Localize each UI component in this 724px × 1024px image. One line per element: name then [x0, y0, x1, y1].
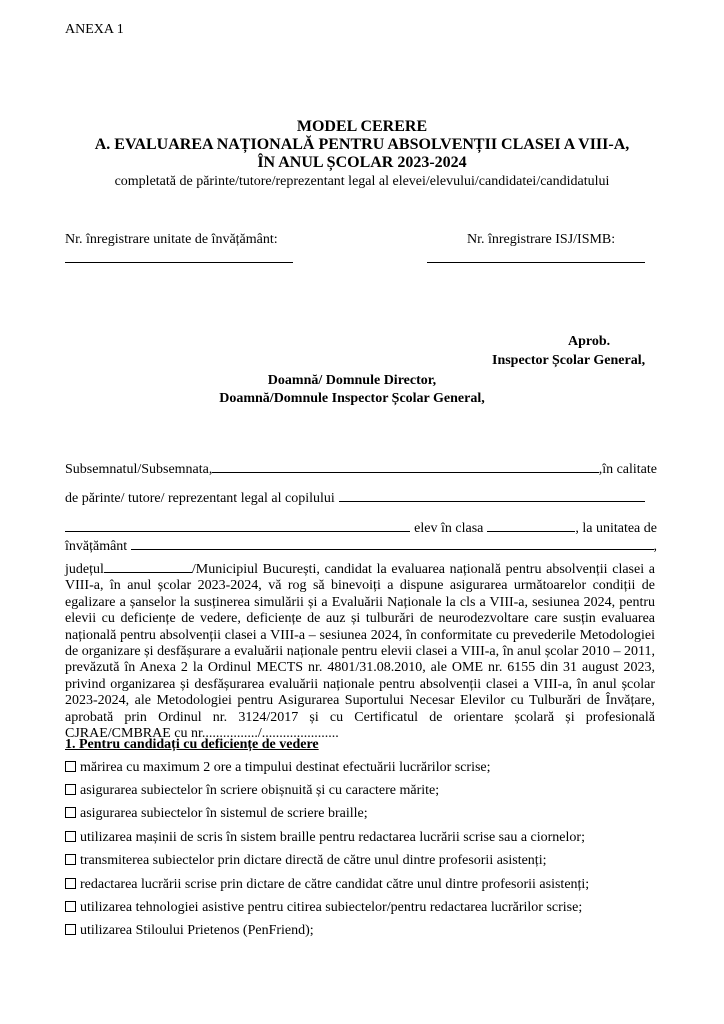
checkbox[interactable]	[65, 831, 76, 842]
class-row	[65, 519, 657, 537]
checkbox-label: transmiterea subiectelor prin dictare directă de către unul dintre profesorii asistenți;	[80, 853, 547, 868]
la-unitatea-label: , la unitatea de	[575, 521, 657, 536]
checkbox-label: utilizarea Stiloului Prietenos (PenFriend);	[80, 923, 314, 938]
checkbox-label: mărirea cu maximum 2 ore a timpului destinat efectuării lucrărilor scrise;	[80, 760, 491, 775]
checkbox-label: utilizarea tehnologiei asistive pentru citirea subiectelor/pentru redactarea lucrărilor scrise;	[80, 900, 583, 915]
school-row	[65, 537, 657, 555]
request-text: /Municipiul București, candidat la evaluarea națională pentru absolvenții clasei a VIII-a, în anul școlar 2023-2024, vă rog să binevoiți a dispune asigurarea următoarelor condiții de egalizare a șanselor la susținerea simulării și a Evaluării Naționale la cls a VIII-a, sesiunea 2024, pentru elevii cu deficiențe de vedere, deficiențe de auz și tulburări de neurodezvoltare care susțin evaluarea națională pentru absolvenții clasei a VIII-a – sesiunea 2024, în conformitate cu prevederile Metodologiei de organizare și desfășurare a evaluării naționale pentru elevii clasei a VIII-a, în anul școlar 2010 – 2011, prevăzută în Anexa 2 la Ordinul MECTS nr. 4801/31.08.2010, ale OME nr. 6155 din 31 august 2023, privind organizarea și desfășurarea evaluării naționale pentru absolvenții clasei a VIII-a, în anul școlar 2023-2024, ale Metodologiei pentru Asigurarea Suportului Necesar Elevilor cu Tulburări de Învățare, aprobată prin Ordinul nr. 3124/2017 și cu Certificatul de orientare școlară și profesională CJRAE/CMBRAE cu nr................/......................	[65, 562, 655, 742]
section-1-heading: 1. Pentru candidați cu deficiențe de vedere	[65, 737, 319, 752]
school-registration-field[interactable]	[65, 262, 293, 263]
checkbox[interactable]	[65, 761, 76, 772]
checkbox-label: asigurarea subiectelor în scriere obișnuită și cu caractere mărite;	[80, 783, 440, 798]
checkbox[interactable]	[65, 807, 76, 818]
class-field[interactable]	[487, 519, 575, 532]
title-line-3: ÎN ANUL ȘCOLAR 2023-2024	[257, 154, 467, 171]
checkbox-item[interactable]	[65, 900, 582, 916]
checkbox-label: asigurarea subiectelor în sistemul de scriere braille;	[80, 806, 368, 821]
child-name-field[interactable]	[339, 489, 645, 502]
checkbox[interactable]	[65, 784, 76, 795]
checkbox-item[interactable]	[65, 806, 368, 822]
comma: ,	[653, 539, 657, 554]
approval-line-2: Inspector Școlar General,	[492, 353, 646, 368]
in-calitate-label: ,în calitate	[598, 462, 657, 477]
checkbox-item[interactable]	[65, 877, 589, 893]
title-line-1: MODEL CERERE	[296, 118, 428, 135]
school-registration-label: Nr. înregistrare unitate de învățământ:	[65, 232, 278, 247]
checkbox[interactable]	[65, 878, 76, 889]
checkbox-item[interactable]	[65, 923, 314, 939]
county-field[interactable]	[104, 560, 192, 573]
checkbox-item[interactable]	[65, 853, 546, 869]
request-paragraph	[65, 560, 655, 742]
checkbox[interactable]	[65, 924, 76, 935]
address-line-2: Doamnă/Domnule Inspector Școlar General,	[219, 391, 485, 406]
isj-registration-label: Nr. înregistrare ISJ/ISMB:	[467, 232, 616, 247]
isj-registration-field[interactable]	[427, 262, 645, 263]
invatamant-label: învățământ	[65, 539, 128, 554]
checkbox-item[interactable]	[65, 760, 491, 776]
elev-in-clasa-label: elev în clasa	[414, 521, 484, 536]
subtitle: completată de părinte/tutore/reprezentant legal al elevei/elevului/candidatei/candidatului	[114, 174, 610, 189]
signatory-name-field[interactable]	[212, 460, 598, 473]
child-name-continued-field[interactable]	[65, 519, 410, 532]
address-line-1: Doamnă/ Domnule Director,	[267, 373, 437, 388]
approval-line-1: Aprob.	[568, 334, 611, 349]
checkbox-label: redactarea lucrării scrise prin dictare de către candidat către unul dintre profesorii asistenți;	[80, 877, 590, 892]
subsemnatul-label: Subsemnatul/Subsemnata,	[65, 462, 213, 477]
school-field[interactable]	[131, 537, 653, 550]
signatory-row	[65, 460, 657, 478]
title-line-2: A. EVALUAREA NAȚIONALĂ PENTRU ABSOLVENȚII CLASEI A VIII-A,	[94, 136, 630, 153]
checkbox-label: utilizarea mașinii de scris în sistem braille pentru redactarea lucrării scrise sau a ciornelor;	[80, 830, 585, 845]
checkbox-item[interactable]	[65, 830, 585, 846]
annex-label: ANEXA 1	[65, 22, 124, 37]
checkbox-item[interactable]	[65, 783, 439, 799]
parent-label: de părinte/ tutore/ reprezentant legal al copilului	[65, 491, 335, 506]
checkbox[interactable]	[65, 854, 76, 865]
checkbox[interactable]	[65, 901, 76, 912]
child-row	[65, 489, 645, 507]
judetul-label: județul	[65, 562, 104, 577]
